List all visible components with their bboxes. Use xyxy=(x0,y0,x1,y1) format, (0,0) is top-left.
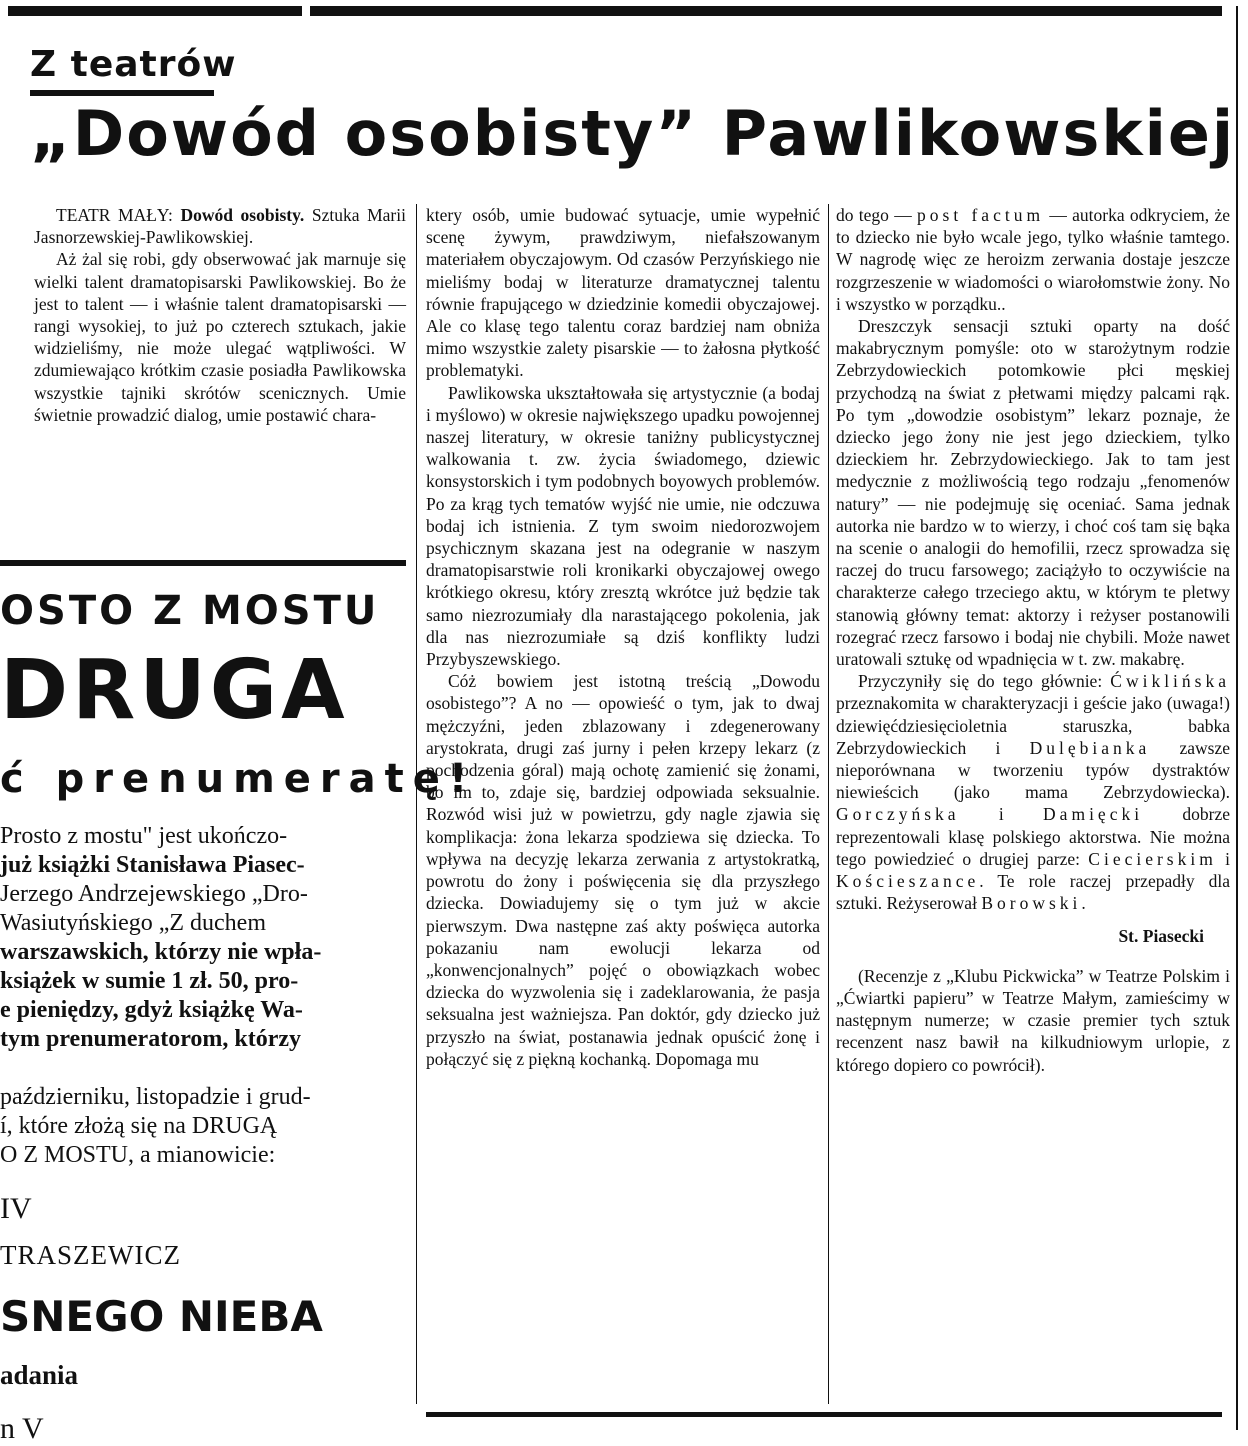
ad-body-line: O Z MOSTU, a mianowicie: xyxy=(0,1142,276,1168)
article-paragraph: Dreszczyk sensacji sztuki oparty na dość makabrycznym pomyśle: oto w starożytnym rodzie Zebrzydowieckich potomkowie płci męskiej przychodzą na świat z płetwami między palcami rąk. Po tym „dowodzie osobistym” lekarz poznaje, że dziecko jego żony nie jest jego dzieckiem, tylko dzieckiem hr. Zebrzydowieckiego. Jak to tam jest medycznie z możliwością tego rodzaju „fenomenów natury” — nie podejmuję się oceniać. Sama jednak autorka nie bardzo w to wierzy, i choć coś tam się bąka na scenie o analogii do hemofilii, rzecz sprowadza się raczej do trucu farsowego; zaciążyło to oczywiście na charakterze całego trzeciego aktu, w którym te pletwy stanowią główny temat: aktorzy i reżyser postanowili rozegrać rzecz farsowo i bodaj nie chybili. Może nawet uratowali sztukę od wpadnięcia w t. zw. makabrę. xyxy=(836,316,1230,670)
ad-body-line: tym prenumeratorom, którzy xyxy=(0,1026,302,1052)
article-column-2 xyxy=(426,204,820,1070)
author-signature: St. Piasecki xyxy=(1118,925,1204,946)
actor-name: Gorczyńska xyxy=(836,804,960,825)
ad-author: TRASZEWICZ xyxy=(0,1240,181,1270)
ad-body-line: książek w sumie 1 zł. 50, pro- xyxy=(0,968,299,994)
ad-body-line: Prosto z mostu" jest ukończo- xyxy=(0,823,288,849)
ad-body-text xyxy=(0,822,410,1170)
ad-top-rule xyxy=(0,560,406,566)
ad-body-line xyxy=(0,1054,410,1083)
ad-subtitle: adania xyxy=(0,1360,79,1390)
article-paragraph: ktery osób, umie budować sytuacje, umie wypełnić scenę żywym, prawdziwym, niefałszowanym materiałem obyczajowym. Od czasów Perzyńskiego nie mieliśmy bodaj w literaturze dramatycznej talentu równie frapującego w dziedzinie komedii obyczajowej. Ale co klasę tego talentu coraz bardziej nam obniża mimo wszystkie zalety pisarskie — to żałosna płytkość problematyki. xyxy=(426,205,820,381)
actor-name: Ćwiklińska xyxy=(1110,671,1230,692)
article-paragraph: Przyczyniły się do tego głównie: Ćwiklińska przeznakomita w charakteryzacji i geście jako (uwaga!) dziewięćdziesięcioletnia staruszka, babka Zebrzydowieckich i Dulębianka zawsze nieporównana w tworzeniu typów dystraktów niewieścich (jako mama Zebrzydowiecka). Gorczyńska i Damięcki dobrze reprezentowali klasę polskiego aktorstwa. Nie można tego powiedzieć o drugiej parze: Ciecierskim i Kościeszance. Te role raczej przepadły dla sztuki. Reżyserował Borowski. xyxy=(836,671,1230,914)
article-end-rule xyxy=(426,1412,1222,1417)
ad-subheading: ć prenumeratę! xyxy=(0,756,477,802)
actor-name: Damięcki xyxy=(1043,804,1144,825)
ad-body-line: warszawskich, którzy nie wpła- xyxy=(0,939,322,965)
actor-name: Kościeszance xyxy=(836,871,980,892)
ad-body-line: e pieniędzy, gdyż książkę Wa- xyxy=(0,997,303,1023)
article-paragraph: TEATR MAŁY: Dowód osobisty. Sztuka Marii Jasnorzewskiej-Pawlikowskiej. xyxy=(34,205,406,248)
actor-name: Dulębianka xyxy=(1029,737,1151,758)
top-rule-right xyxy=(310,6,1222,16)
article-paragraph: Aż żal się robi, gdy obserwować jak marnuje się wielki talent dramatopisarski Pawlikowskiej. Bo że jest to talent — i właśnie talent dramatopisarski — rangi wysokiej, to już po czterech sztukach, jakie widzieliśmy, nie może ulegać wątpliwości. W zdumiewająco krótkim czasie posiadła Pawlikowska wszystkie tajniki skrótów scenicznych. Umie świetnie prowadzić dialog, umie postawić chara- xyxy=(34,249,406,425)
ad-book-title: SNEGO NIEBA xyxy=(0,1292,323,1341)
article-column-1 xyxy=(34,204,406,426)
ad-body-line: í, które złożą się na DRUGĄ xyxy=(0,1113,278,1139)
article-headline: „Dowód osobisty” Pawlikowskiej xyxy=(30,97,1236,170)
actor-name: Ciecierskim xyxy=(1088,848,1217,869)
column-divider-1 xyxy=(416,204,417,1404)
section-title-underline xyxy=(30,90,214,96)
subscription-ad xyxy=(0,560,477,1445)
ad-body-line: już książki Stanisława Piasec- xyxy=(0,852,305,878)
ad-volume-number: IV xyxy=(0,1192,32,1225)
article-paragraph: Cóż bowiem jest istotną treścią „Dowodu osobistego”? A no — opowieść o tym, jak to dwaj mężczyźni, jeden zblazowany i zdegenerowany arystokrata, drugi zaś jurny i pełen krzepy lekarz (z pochodzenia góral) mają ochotę zamienić się żonami, bo im to, zdaje się, bardziej odpowiada seksualnie. Rozwód wisi już w powietrzu, gdy nagle zjawia się komplikacja: żona lekarza spodziewa się dziecka. To wpływa na decyzję lekarza zerwania z artystokratką, powrotu do żony i poświęcenia się dla przyszłego dziecka. Dowiadujemy się o tym już w akcie pierwszym. Dwa następne zaś akty poświęca autorka pokazaniu nam ewolucji lekarza od „konwencjonalnych” pojęć o obowiązkach wobec dziecka do wyzwolenia się i zadeklarowania, że pasja seksualna jest ważniejsza. Pan doktór, gdy dziecko już przyszło na świat, postanawia jednak opuścić żonę i połączyć się z piękną kochanką. Dopomaga mu xyxy=(426,671,820,1069)
article-paragraph: Pawlikowska ukształtowała się artystycznie (a bodaj i myślowo) w okresie największego upadku powojennej naszej literatury, w okresie taniżny publicystycznej walkowania t. zw. życia świadomego, dziewic konsystorskich i tym podobnych boyowych problemów. Po za krąg tych tematów wyjść nie umie, nie odczuwa bodaj ich istnienia. Z tym swoim niedorozwojem psychicznym skazana jest na odegranie w naszym dramatopisarstwie roli kronikarki obyczajowej owego krótkiego okresu, który zresztą wkrótce już będzie tak samo niezrozumiały dla narastającego pokolenia, jak dla nas niezrozumiałe są dziś konflikty ludzi Przybyszewskiego. xyxy=(426,382,820,670)
section-title: Z teatrów xyxy=(30,44,237,85)
editorial-note: (Recenzje z „Klubu Pickwicka” w Teatrze Polskim i „Ćwiartki papieru” w Teatrze Małym, zamieścimy w następnym numerze; w czasie premier tych sztuk recenzent nasz bawił na kilkudniowym urlopie, z którego dopiero co powrócił). xyxy=(836,965,1230,1075)
top-rule-left xyxy=(8,6,302,16)
article-paragraph: do tego — post factum — autorka odkryciem, że to dziecko nie było wcale jego, tylko właśnie tamtego. W nagrodę więc ze heroizm zerwania dostaje jeszcze rozgrzeszenie w wiadomości o wiarołomstwie żony. No i wszystko w porządku.. xyxy=(836,205,1230,314)
director-name: Borowski xyxy=(981,893,1082,914)
column-divider-2 xyxy=(828,204,829,1404)
ad-body-line: Jerzego Andrzejewskiego „Dro- xyxy=(0,881,308,907)
article-column-3 xyxy=(836,204,1230,1076)
play-title: Dowód osobisty. xyxy=(180,205,305,225)
ad-body-line: Wasiutyńskiego „Z duchem xyxy=(0,910,267,936)
ad-body-line: październiku, listopadzie i grud- xyxy=(0,1084,311,1110)
ad-volume-number-v: n V xyxy=(0,1412,44,1445)
ad-masthead: OSTO Z MOSTU xyxy=(0,588,380,634)
right-edge-rule xyxy=(1236,6,1238,1430)
ad-big-heading: DRUGA xyxy=(0,643,349,738)
